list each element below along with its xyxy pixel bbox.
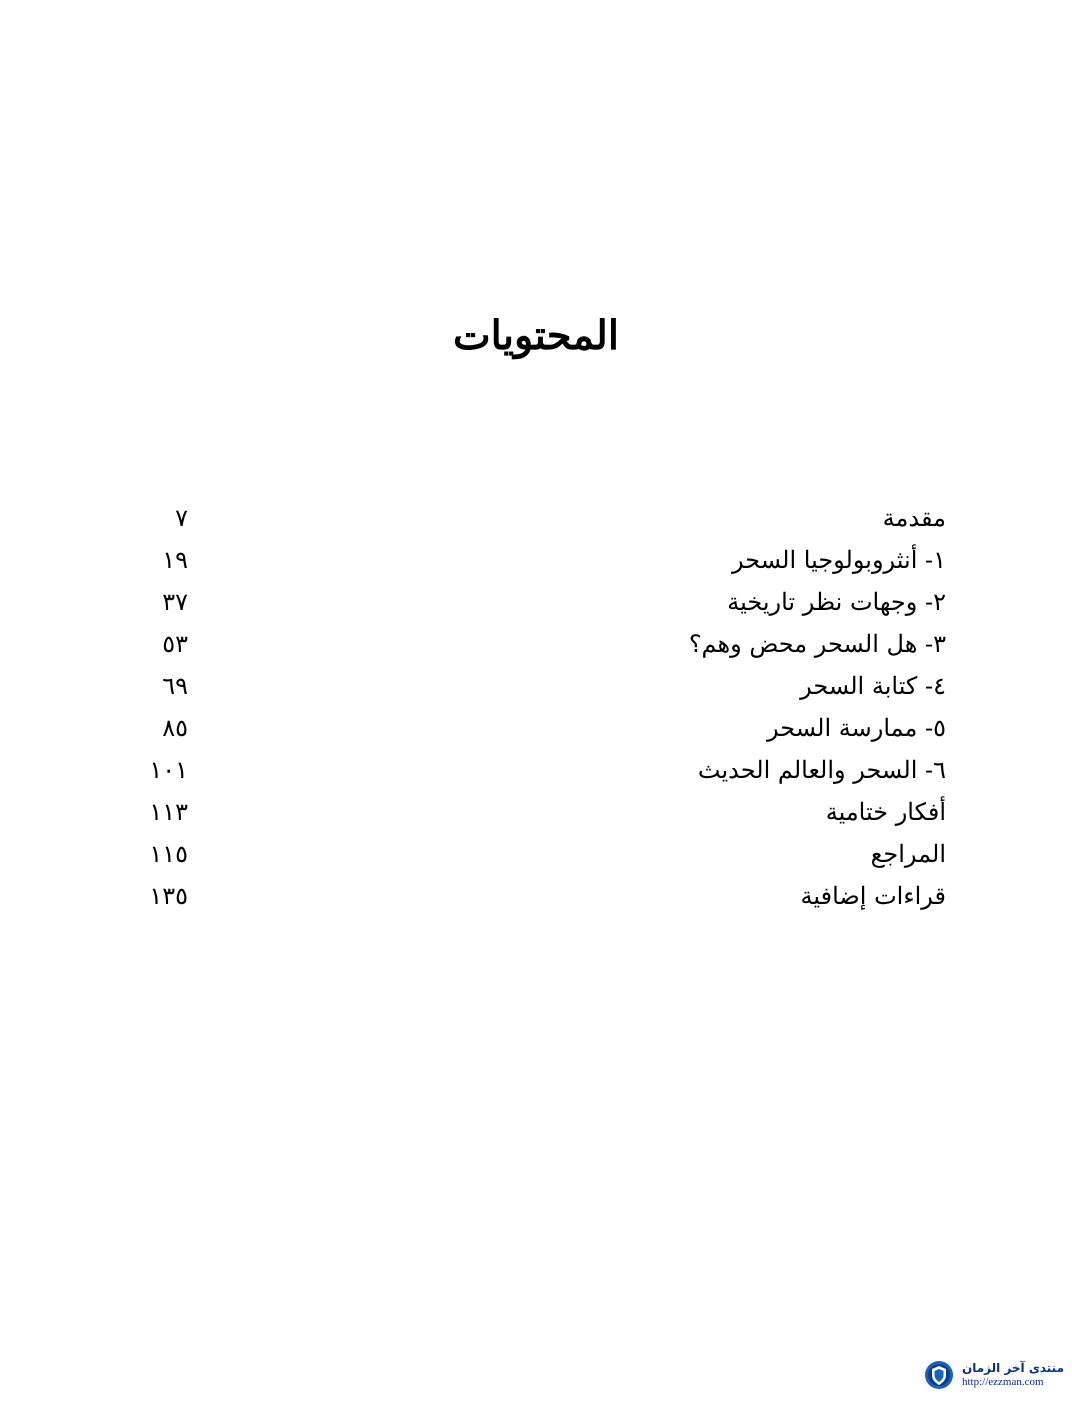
toc-entry-label: ٥- ممارسة السحر	[767, 714, 946, 742]
toc-entry	[128, 707, 946, 749]
toc-entry	[128, 833, 946, 875]
toc-entry-page-number: ٦٩	[162, 672, 188, 700]
toc-entry-label: أفكار ختامية	[825, 798, 946, 826]
toc-entry	[128, 791, 946, 833]
toc-entry-label: ٤- كتابة السحر	[800, 672, 946, 700]
toc-entry-label: المراجع	[870, 840, 946, 868]
toc-entry-label: ٣- هل السحر محض وهم؟	[688, 630, 946, 658]
toc-entry-page-number: ١١٣	[149, 798, 188, 826]
watermark-url: http://ezzman.com	[962, 1375, 1044, 1388]
toc-entry-label: ١- أنثروبولوجيا السحر	[732, 546, 946, 574]
toc-entry	[128, 875, 946, 917]
toc-entry	[128, 665, 946, 707]
toc-entry-page-number: ٧	[175, 504, 188, 532]
toc-entry	[128, 749, 946, 791]
shield-logo-icon	[924, 1360, 954, 1390]
toc-entry-page-number: ١٣٥	[149, 882, 188, 910]
toc-entry-label: ٦- السحر والعالم الحديث	[697, 756, 946, 784]
toc-entry-page-number: ١٠١	[149, 756, 188, 784]
watermark-forum-name: منتدى آخر الزمان	[962, 1361, 1064, 1376]
forum-watermark	[924, 1360, 1064, 1390]
toc-entry-label: مقدمة	[882, 504, 946, 532]
page-title: المحتويات	[453, 312, 619, 359]
toc-entry	[128, 623, 946, 665]
toc-entry-page-number: ٨٥	[162, 714, 188, 742]
table-of-contents	[128, 497, 946, 917]
toc-entry	[128, 581, 946, 623]
toc-entry-label: قراءات إضافية	[800, 882, 946, 910]
toc-entry-label: ٢- وجهات نظر تاريخية	[727, 588, 946, 616]
toc-entry	[128, 539, 946, 581]
toc-entry-page-number: ١٩	[162, 546, 188, 574]
toc-entry	[128, 497, 946, 539]
watermark-text	[962, 1362, 1064, 1387]
toc-entry-page-number: ٣٧	[162, 588, 188, 616]
toc-entry-page-number: ١١٥	[149, 840, 188, 868]
toc-entry-page-number: ٥٣	[162, 630, 188, 658]
